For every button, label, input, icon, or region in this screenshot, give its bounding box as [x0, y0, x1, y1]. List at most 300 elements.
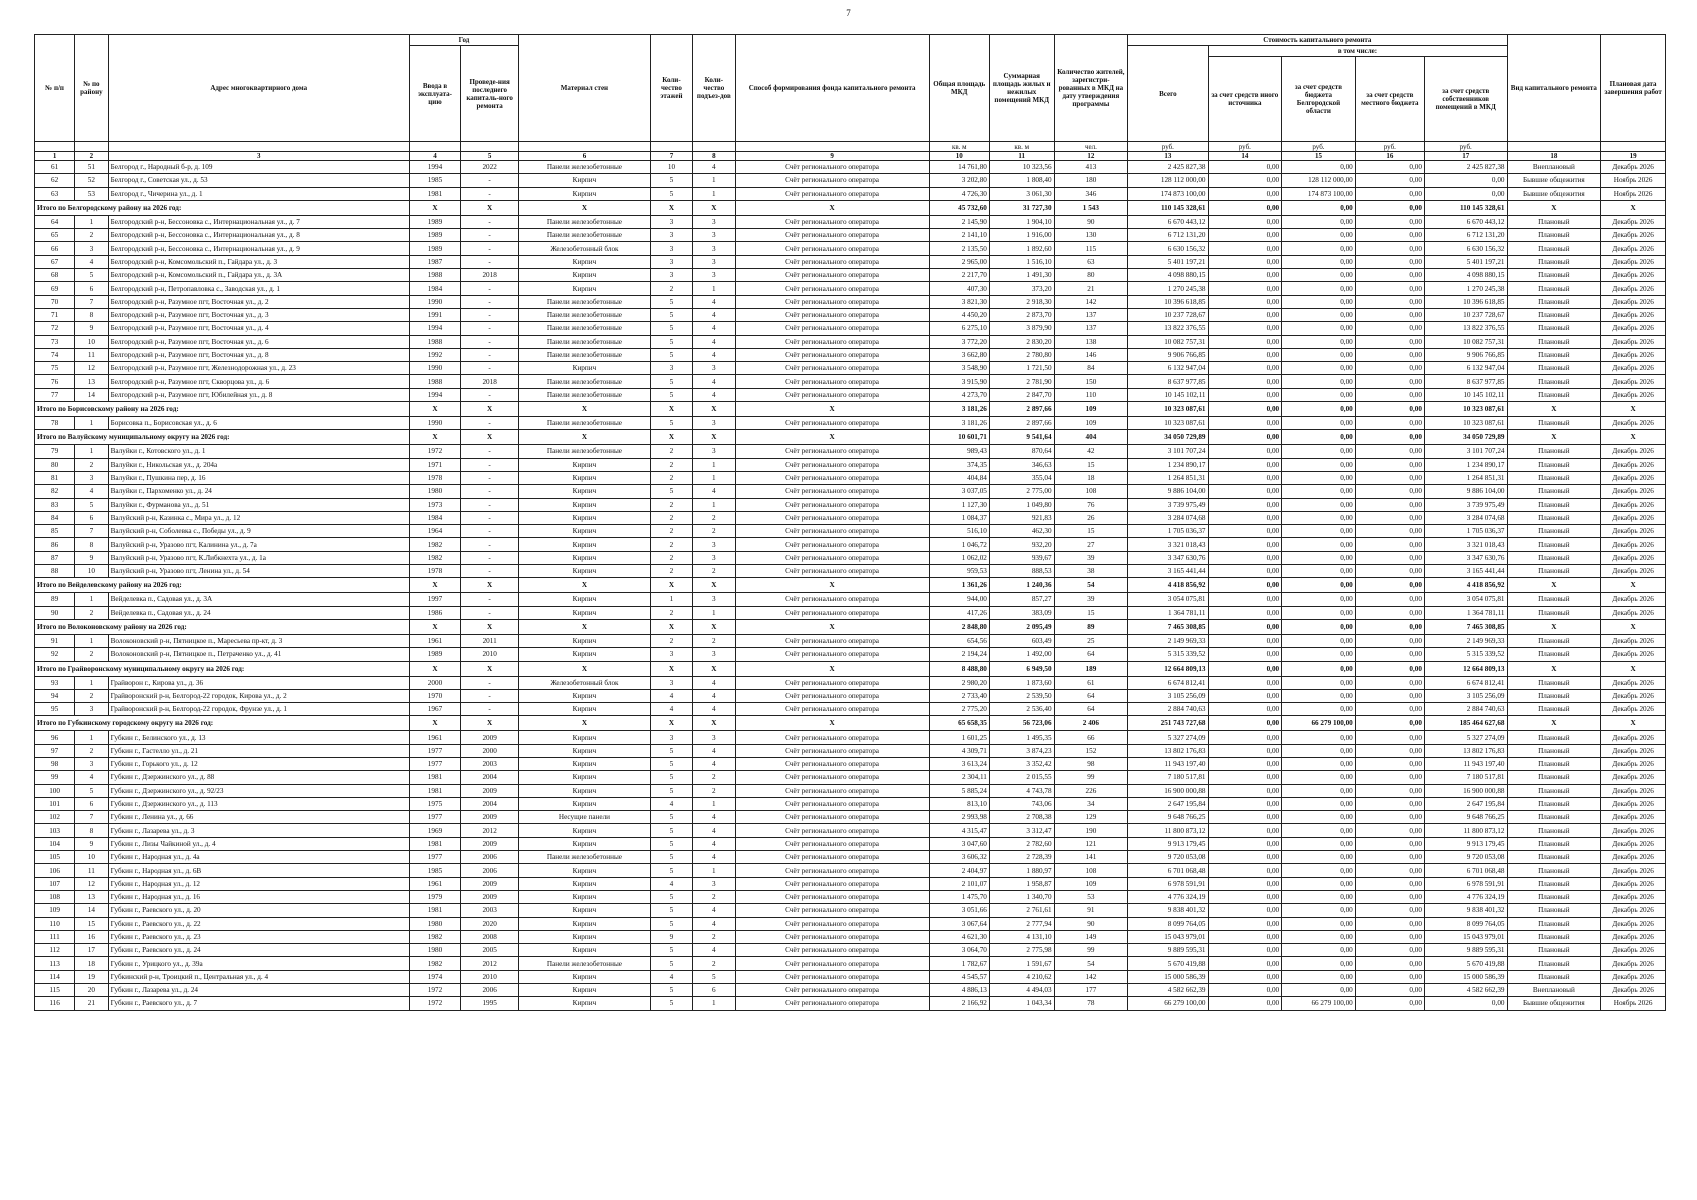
table-cell: Декабрь 2026 [1601, 944, 1666, 957]
table-cell: 1 [650, 593, 692, 606]
table-cell: 2 993,98 [929, 811, 989, 824]
table-cell: 0,00 [1355, 565, 1424, 578]
table-cell: Декабрь 2026 [1601, 242, 1666, 255]
table-cell: 0,00 [1208, 215, 1282, 228]
table-cell: 138 [1054, 335, 1128, 348]
table-cell: 0,00 [1282, 362, 1356, 375]
table-cell: 5 [650, 335, 692, 348]
table-cell: 1 475,70 [929, 890, 989, 903]
table-cell: 0,00 [1355, 538, 1424, 551]
table-cell: 0,00 [1282, 161, 1356, 174]
subtotal-cell: 0,00 [1355, 430, 1424, 445]
table-cell: Счёт регионального оператора [735, 362, 929, 375]
table-cell: Панели железобетонные [519, 322, 651, 335]
table-cell: 3 [693, 255, 735, 268]
subtotal-label: Итого по Грайворонскому муниципальному округу на 2026 год: [35, 661, 410, 676]
table-cell: 81 [35, 471, 75, 484]
table-cell: 0,00 [1208, 837, 1282, 850]
table-cell: Валуйский р-н, Уразово пгт, К.Либкнехта ул., д. 1а [108, 551, 409, 564]
subtotal-cell: 251 743 727,68 [1128, 716, 1208, 731]
table-cell: 15 043 979,01 [1424, 930, 1507, 943]
table-cell: 1980 [409, 944, 460, 957]
table-cell: 106 [35, 864, 75, 877]
table-cell: 0,00 [1282, 648, 1356, 661]
subtotal-cell: 110 145 328,61 [1128, 200, 1208, 215]
table-row [35, 648, 1666, 661]
table-cell: 407,30 [929, 282, 989, 295]
table-cell: 5 [650, 744, 692, 757]
table-cell: 39 [1054, 593, 1128, 606]
table-row [35, 255, 1666, 268]
table-cell: 0,00 [1355, 904, 1424, 917]
subtotal-cell: X [519, 619, 651, 634]
table-row [35, 744, 1666, 757]
table-cell: Декабрь 2026 [1601, 771, 1666, 784]
table-cell: Счёт регионального оператора [735, 322, 929, 335]
table-row [35, 824, 1666, 837]
table-cell: Плановый [1507, 904, 1601, 917]
table-cell: Счёт регионального оператора [735, 864, 929, 877]
table-cell: 1984 [409, 511, 460, 524]
table-cell: 3 662,80 [929, 348, 989, 361]
table-cell: 76 [1054, 498, 1128, 511]
table-cell: 112 [35, 944, 75, 957]
subtotal-cell: 6 949,50 [989, 661, 1054, 676]
table-cell: 0,00 [1355, 174, 1424, 187]
table-cell: 51 [75, 161, 108, 174]
table-cell: 1982 [409, 551, 460, 564]
table-cell: Декабрь 2026 [1601, 744, 1666, 757]
table-cell: 0,00 [1282, 797, 1356, 810]
table-cell: Плановый [1507, 771, 1601, 784]
table-cell: Плановый [1507, 471, 1601, 484]
table-cell: 2005 [461, 944, 519, 957]
table-cell: Счёт регионального оператора [735, 348, 929, 361]
table-cell: 1981 [409, 837, 460, 850]
table-cell: Кирпич [519, 744, 651, 757]
table-cell: 77 [35, 388, 75, 401]
table-cell: 82 [35, 485, 75, 498]
table-cell: 3 [693, 877, 735, 890]
table-cell: 2 708,38 [989, 811, 1054, 824]
table-row [35, 187, 1666, 200]
table-cell: 18 [75, 957, 108, 970]
table-cell: 0,00 [1355, 498, 1424, 511]
table-cell: 3 613,24 [929, 757, 989, 770]
table-cell: 8 099 764,05 [1128, 917, 1208, 930]
table-cell: Белгородский р-н, Разумное пгт, Скворцова ул., д. 6 [108, 375, 409, 388]
table-cell: Счёт регионального оператора [735, 634, 929, 647]
table-cell: 2 425 827,38 [1128, 161, 1208, 174]
table-cell: Белгородский р-н, Разумное пгт, Железнодорожная ул., д. 23 [108, 362, 409, 375]
table-cell: 64 [1054, 703, 1128, 716]
table-cell: 2006 [461, 864, 519, 877]
table-cell: 0,00 [1208, 689, 1282, 702]
table-cell: 84 [1054, 362, 1128, 375]
table-cell: - [461, 538, 519, 551]
subtotal-cell: 7 465 308,85 [1128, 619, 1208, 634]
table-cell: 2 [75, 648, 108, 661]
table-cell: Кирпич [519, 538, 651, 551]
table-cell: - [461, 348, 519, 361]
table-cell: 10 [75, 565, 108, 578]
table-cell: 813,10 [929, 797, 989, 810]
table-cell: Счёт регионального оператора [735, 593, 929, 606]
table-cell: 0,00 [1424, 187, 1507, 200]
table-cell: 5 [650, 388, 692, 401]
table-cell: Счёт регионального оператора [735, 784, 929, 797]
table-cell: Кирпич [519, 458, 651, 471]
table-cell: 13 822 376,55 [1128, 322, 1208, 335]
table-cell: Губкин г., Народная ул., д. 16 [108, 890, 409, 903]
table-cell: 9 [75, 551, 108, 564]
table-cell: 1991 [409, 308, 460, 321]
table-cell: Плановый [1507, 348, 1601, 361]
table-cell: Декабрь 2026 [1601, 648, 1666, 661]
table-row [35, 308, 1666, 321]
table-cell: 1 270 245,38 [1424, 282, 1507, 295]
table-cell: 4 886,13 [929, 984, 989, 997]
table-cell: 75 [35, 362, 75, 375]
table-cell: Белгородский р-н, Разумное пгт, Юбилейная ул., д. 8 [108, 388, 409, 401]
table-cell: 4 [75, 255, 108, 268]
table-cell: Декабрь 2026 [1601, 417, 1666, 430]
subtotal-cell: X [693, 661, 735, 676]
table-cell: 2 [650, 498, 692, 511]
table-cell: 93 [35, 676, 75, 689]
table-cell: 1994 [409, 161, 460, 174]
table-cell: 16 900 000,88 [1424, 784, 1507, 797]
subtotal-cell: 0,00 [1282, 430, 1356, 445]
table-cell: 0,00 [1282, 565, 1356, 578]
table-cell: 4 726,30 [929, 187, 989, 200]
table-cell: 2 782,60 [989, 837, 1054, 850]
subtotal-cell: X [1507, 402, 1601, 417]
table-cell: 116 [35, 997, 75, 1010]
table-cell: - [461, 471, 519, 484]
table-cell: 0,00 [1355, 784, 1424, 797]
subtotal-cell: 0,00 [1208, 200, 1282, 215]
table-cell: 180 [1054, 174, 1128, 187]
table-cell: 1972 [409, 445, 460, 458]
table-cell: 2 015,55 [989, 771, 1054, 784]
table-cell: 0,00 [1208, 445, 1282, 458]
table-cell: 0,00 [1282, 445, 1356, 458]
table-row [35, 837, 1666, 850]
table-cell: 0,00 [1355, 295, 1424, 308]
table-cell: 2004 [461, 797, 519, 810]
table-cell: 0,00 [1208, 797, 1282, 810]
table-cell: 2 [693, 784, 735, 797]
table-cell: 10 145 102,11 [1424, 388, 1507, 401]
table-cell: 4 [693, 295, 735, 308]
subtotal-row [35, 578, 1666, 593]
table-cell: 38 [1054, 565, 1128, 578]
table-cell: 10 323,56 [989, 161, 1054, 174]
unit-cell [735, 142, 929, 152]
table-cell: 27 [1054, 538, 1128, 551]
table-cell: Железобетонный блок [519, 676, 651, 689]
table-cell: 3 347 630,76 [1424, 551, 1507, 564]
table-cell: Панели железобетонные [519, 851, 651, 864]
table-cell: 109 [1054, 417, 1128, 430]
table-cell: Счёт регионального оператора [735, 375, 929, 388]
table-cell: Губкин г., Дзержинского ул., д. 113 [108, 797, 409, 810]
table-cell: 516,10 [929, 525, 989, 538]
table-body [35, 161, 1666, 1011]
subtotal-label: Итого по Вейделевскому району на 2026 год: [35, 578, 410, 593]
table-cell: Счёт регионального оператора [735, 851, 929, 864]
table-cell: 109 [1054, 877, 1128, 890]
table-cell: 7 [75, 295, 108, 308]
table-cell: Губкин г., Белинского ул., д. 13 [108, 731, 409, 744]
table-cell: Декабрь 2026 [1601, 837, 1666, 850]
table-cell: 3 202,80 [929, 174, 989, 187]
table-cell: 6 670 443,12 [1128, 215, 1208, 228]
table-cell: - [461, 525, 519, 538]
table-cell: 6 674 812,41 [1128, 676, 1208, 689]
table-cell: Валуйский р-н, Казинка с., Мира ул., д. 12 [108, 511, 409, 524]
table-cell: Счёт регионального оператора [735, 525, 929, 538]
table-cell: 0,00 [1355, 269, 1424, 282]
table-cell: 4 494,03 [989, 984, 1054, 997]
table-cell: 12 [75, 877, 108, 890]
table-cell: 0,00 [1355, 417, 1424, 430]
table-cell: 2009 [461, 877, 519, 890]
table-cell: 1 958,87 [989, 877, 1054, 890]
table-row [35, 904, 1666, 917]
table-cell: 0,00 [1282, 498, 1356, 511]
table-cell: Плановый [1507, 565, 1601, 578]
table-cell: 0,00 [1208, 388, 1282, 401]
table-cell: Внеплановый [1507, 161, 1601, 174]
table-cell: 4 309,71 [929, 744, 989, 757]
table-cell: 1 808,40 [989, 174, 1054, 187]
table-cell: 5 [650, 944, 692, 957]
table-cell: 3 [693, 731, 735, 744]
table-cell: 4 582 662,39 [1424, 984, 1507, 997]
table-cell: 1981 [409, 187, 460, 200]
table-cell: 1 [693, 606, 735, 619]
table-row [35, 997, 1666, 1010]
table-cell: 1961 [409, 634, 460, 647]
table-cell: 1 495,35 [989, 731, 1054, 744]
table-cell: 857,27 [989, 593, 1054, 606]
table-cell: Счёт регионального оператора [735, 485, 929, 498]
table-cell: Счёт регионального оператора [735, 242, 929, 255]
table-cell: 5 401 197,21 [1424, 255, 1507, 268]
table-cell: 3 [693, 215, 735, 228]
table-cell: 115 [35, 984, 75, 997]
table-cell: 2012 [461, 824, 519, 837]
table-cell: 9 [75, 322, 108, 335]
table-cell: Панели железобетонные [519, 229, 651, 242]
table-cell: 5 [650, 984, 692, 997]
table-cell: 0,00 [1208, 771, 1282, 784]
unit-cell [693, 142, 735, 152]
table-cell: Губкин г., Горького ул., д. 12 [108, 757, 409, 770]
subtotal-cell: 31 727,30 [989, 200, 1054, 215]
table-cell: 4 776 324,19 [1424, 890, 1507, 903]
table-cell: 1977 [409, 757, 460, 770]
table-cell: Кирпич [519, 362, 651, 375]
table-cell: 1 264 851,31 [1424, 471, 1507, 484]
subtotal-cell: X [650, 661, 692, 676]
subtotal-label: Итого по Борисовскому району на 2026 год: [35, 402, 410, 417]
table-cell: Кирпич [519, 944, 651, 957]
table-cell: 3 [75, 757, 108, 770]
table-cell: 1971 [409, 458, 460, 471]
table-cell: Кирпич [519, 703, 651, 716]
table-cell: 1975 [409, 797, 460, 810]
table-row [35, 538, 1666, 551]
table-row [35, 689, 1666, 702]
table-cell: 3 [693, 648, 735, 661]
table-cell: 1990 [409, 295, 460, 308]
table-cell: 3 [693, 362, 735, 375]
table-cell: 15 [1054, 606, 1128, 619]
table-cell: Счёт регионального оператора [735, 255, 929, 268]
table-cell: 103 [35, 824, 75, 837]
table-cell: Счёт регионального оператора [735, 676, 929, 689]
table-cell: 2 539,50 [989, 689, 1054, 702]
table-cell: 0,00 [1208, 375, 1282, 388]
table-cell: Кирпич [519, 890, 651, 903]
table-cell: 9 [650, 930, 692, 943]
table-row [35, 676, 1666, 689]
table-cell: 70 [35, 295, 75, 308]
table-cell: 3 [693, 538, 735, 551]
table-cell: 0,00 [1208, 242, 1282, 255]
subtotal-row [35, 716, 1666, 731]
table-cell: 2004 [461, 771, 519, 784]
subtotal-cell: X [1601, 200, 1666, 215]
table-cell: - [461, 676, 519, 689]
header-year-built: Ввода в эксплуата-цию [409, 46, 460, 142]
table-cell: Валуйки г., Фурманова ул., д. 51 [108, 498, 409, 511]
table-cell: 0,00 [1355, 593, 1424, 606]
unit-cell: руб. [1128, 142, 1208, 152]
table-cell: 13 822 376,55 [1424, 322, 1507, 335]
table-cell: 0,00 [1355, 731, 1424, 744]
table-cell: Плановый [1507, 864, 1601, 877]
table-cell: 113 [35, 957, 75, 970]
table-cell: 0,00 [1208, 944, 1282, 957]
table-cell: 9 889 595,31 [1128, 944, 1208, 957]
table-cell: Белгородский р-н, Петропавловка с., Заводская ул., д. 1 [108, 282, 409, 295]
table-cell: Плановый [1507, 757, 1601, 770]
table-cell: - [461, 565, 519, 578]
table-cell: 1 [693, 282, 735, 295]
table-cell: 71 [35, 308, 75, 321]
table-cell: Белгородский р-н, Разумное пгт, Восточная ул., д. 2 [108, 295, 409, 308]
subtotal-cell: 8 488,80 [929, 661, 989, 676]
table-cell: 2 [75, 689, 108, 702]
table-cell: 11 800 873,12 [1128, 824, 1208, 837]
subtotal-cell: X [409, 430, 460, 445]
table-cell: 2 149 969,33 [1424, 634, 1507, 647]
table-cell: 0,00 [1208, 997, 1282, 1010]
table-cell: 0,00 [1355, 375, 1424, 388]
table-cell: 2 980,20 [929, 676, 989, 689]
unit-cell [519, 142, 651, 152]
table-cell: 121 [1054, 837, 1128, 850]
table-cell: Кирпич [519, 485, 651, 498]
table-cell: 5 [693, 970, 735, 983]
column-number-cell: 12 [1054, 152, 1128, 161]
table-cell: Декабрь 2026 [1601, 634, 1666, 647]
table-cell: 69 [35, 282, 75, 295]
table-cell: 4 621,30 [929, 930, 989, 943]
table-cell: Губкин г., Раевского ул., д. 24 [108, 944, 409, 957]
column-number-cell: 19 [1601, 152, 1666, 161]
subtotal-cell: X [519, 430, 651, 445]
table-cell: 102 [35, 811, 75, 824]
table-cell: 2 [650, 606, 692, 619]
subtotal-cell: X [650, 619, 692, 634]
table-cell: 2006 [461, 984, 519, 997]
subtotal-cell: 45 732,60 [929, 200, 989, 215]
table-cell: 0,00 [1355, 797, 1424, 810]
table-cell: Плановый [1507, 308, 1601, 321]
table-cell: 1 721,50 [989, 362, 1054, 375]
table-cell: 10 [75, 335, 108, 348]
table-cell: - [461, 417, 519, 430]
table-cell: 888,53 [989, 565, 1054, 578]
table-cell: Внеплановый [1507, 984, 1601, 997]
table-cell: 5 [650, 187, 692, 200]
table-cell: 9 886 104,00 [1424, 485, 1507, 498]
table-cell: 10 082 757,31 [1424, 335, 1507, 348]
table-cell: 0,00 [1282, 538, 1356, 551]
table-cell: 6 [75, 797, 108, 810]
table-cell: 177 [1054, 984, 1128, 997]
table-cell: Декабрь 2026 [1601, 215, 1666, 228]
table-row [35, 485, 1666, 498]
table-cell: 11 [75, 348, 108, 361]
subtotal-cell: X [409, 402, 460, 417]
table-cell: 5 670 419,88 [1128, 957, 1208, 970]
subtotal-cell: X [1601, 661, 1666, 676]
subtotal-cell: X [1601, 619, 1666, 634]
table-cell: Плановый [1507, 634, 1601, 647]
table-cell: 0,00 [1282, 824, 1356, 837]
table-row [35, 606, 1666, 619]
header-including: в том числе: [1208, 46, 1507, 57]
table-cell: 0,00 [1208, 917, 1282, 930]
table-cell: 6 132 947,04 [1424, 362, 1507, 375]
table-cell: 3 739 975,49 [1424, 498, 1507, 511]
table-cell: 10 [75, 851, 108, 864]
table-cell: 1984 [409, 282, 460, 295]
table-cell: 0,00 [1208, 593, 1282, 606]
subtotal-cell: 0,00 [1208, 716, 1282, 731]
repair-program-table [34, 34, 1666, 1011]
subtotal-label: Итого по Волоконовскому району на 2026 год: [35, 619, 410, 634]
table-cell: 3 105 256,09 [1424, 689, 1507, 702]
table-cell: 2 [693, 511, 735, 524]
table-cell: Плановый [1507, 648, 1601, 661]
table-cell: 0,00 [1282, 295, 1356, 308]
table-cell: 5 [650, 917, 692, 930]
table-cell: 174 873 100,00 [1128, 187, 1208, 200]
table-cell: 21 [75, 997, 108, 1010]
table-cell: Плановый [1507, 498, 1601, 511]
table-cell: 2 [693, 634, 735, 647]
table-cell: 1 491,30 [989, 269, 1054, 282]
table-cell: Декабрь 2026 [1601, 904, 1666, 917]
table-cell: Панели железобетонные [519, 215, 651, 228]
